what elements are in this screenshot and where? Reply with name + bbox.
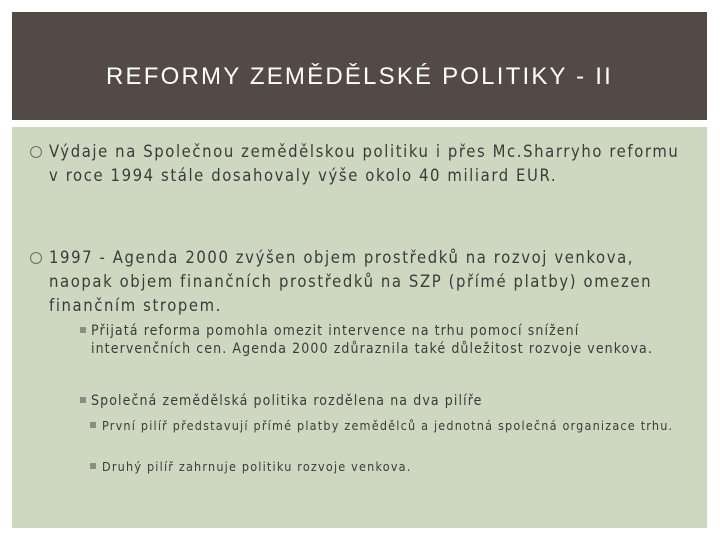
bullet-item-1 [30,140,680,188]
square-bullet-icon [80,327,86,333]
sub-sub-bullet-text: První pilíř představují přímé platby zemědělců a jednotná společná organizace trhu. [102,418,674,433]
circle-bullet-icon [30,252,42,264]
sub-sub-bullet-text: Druhý pilíř zahrnuje politiku rozvoje venkova. [102,459,412,474]
slide-title: REFORMY ZEMĚDĚLSKÉ POLITIKY - II [106,63,613,90]
sub-bullet-item-2 [80,392,680,410]
sub-sub-bullet-item-1 [90,417,680,434]
sub-bullet-text: Přijatá reforma pomohla omezit intervence na trhu pomocí snížení intervenčních cen. Agenda 2000 zdůraznila také důležitost rozvoje venkova. [91,323,653,357]
square-bullet-icon [90,422,96,428]
circle-bullet-icon [30,146,42,158]
square-bullet-icon [80,397,86,403]
title-bar [12,12,707,120]
square-bullet-icon [90,463,96,469]
bullet-text: 1997 - Agenda 2000 zvýšen objem prostředků na rozvoj venkova, naopak objem finančních prostředků na SZP (přímé platby) omezen finančním stropem. [49,248,653,315]
bullet-text: Výdaje na Společnou zemědělskou politiku i přes Mc.Sharryho reformu v roce 1994 stále dosahovaly výše okolo 40 miliard EUR. [49,142,680,185]
sub-bullet-text: Společná zemědělská politika rozdělena na dva pilíře [91,393,483,409]
sub-sub-bullet-item-2 [90,458,680,475]
sub-bullet-item-1 [80,322,680,358]
bullet-item-2 [30,246,680,318]
